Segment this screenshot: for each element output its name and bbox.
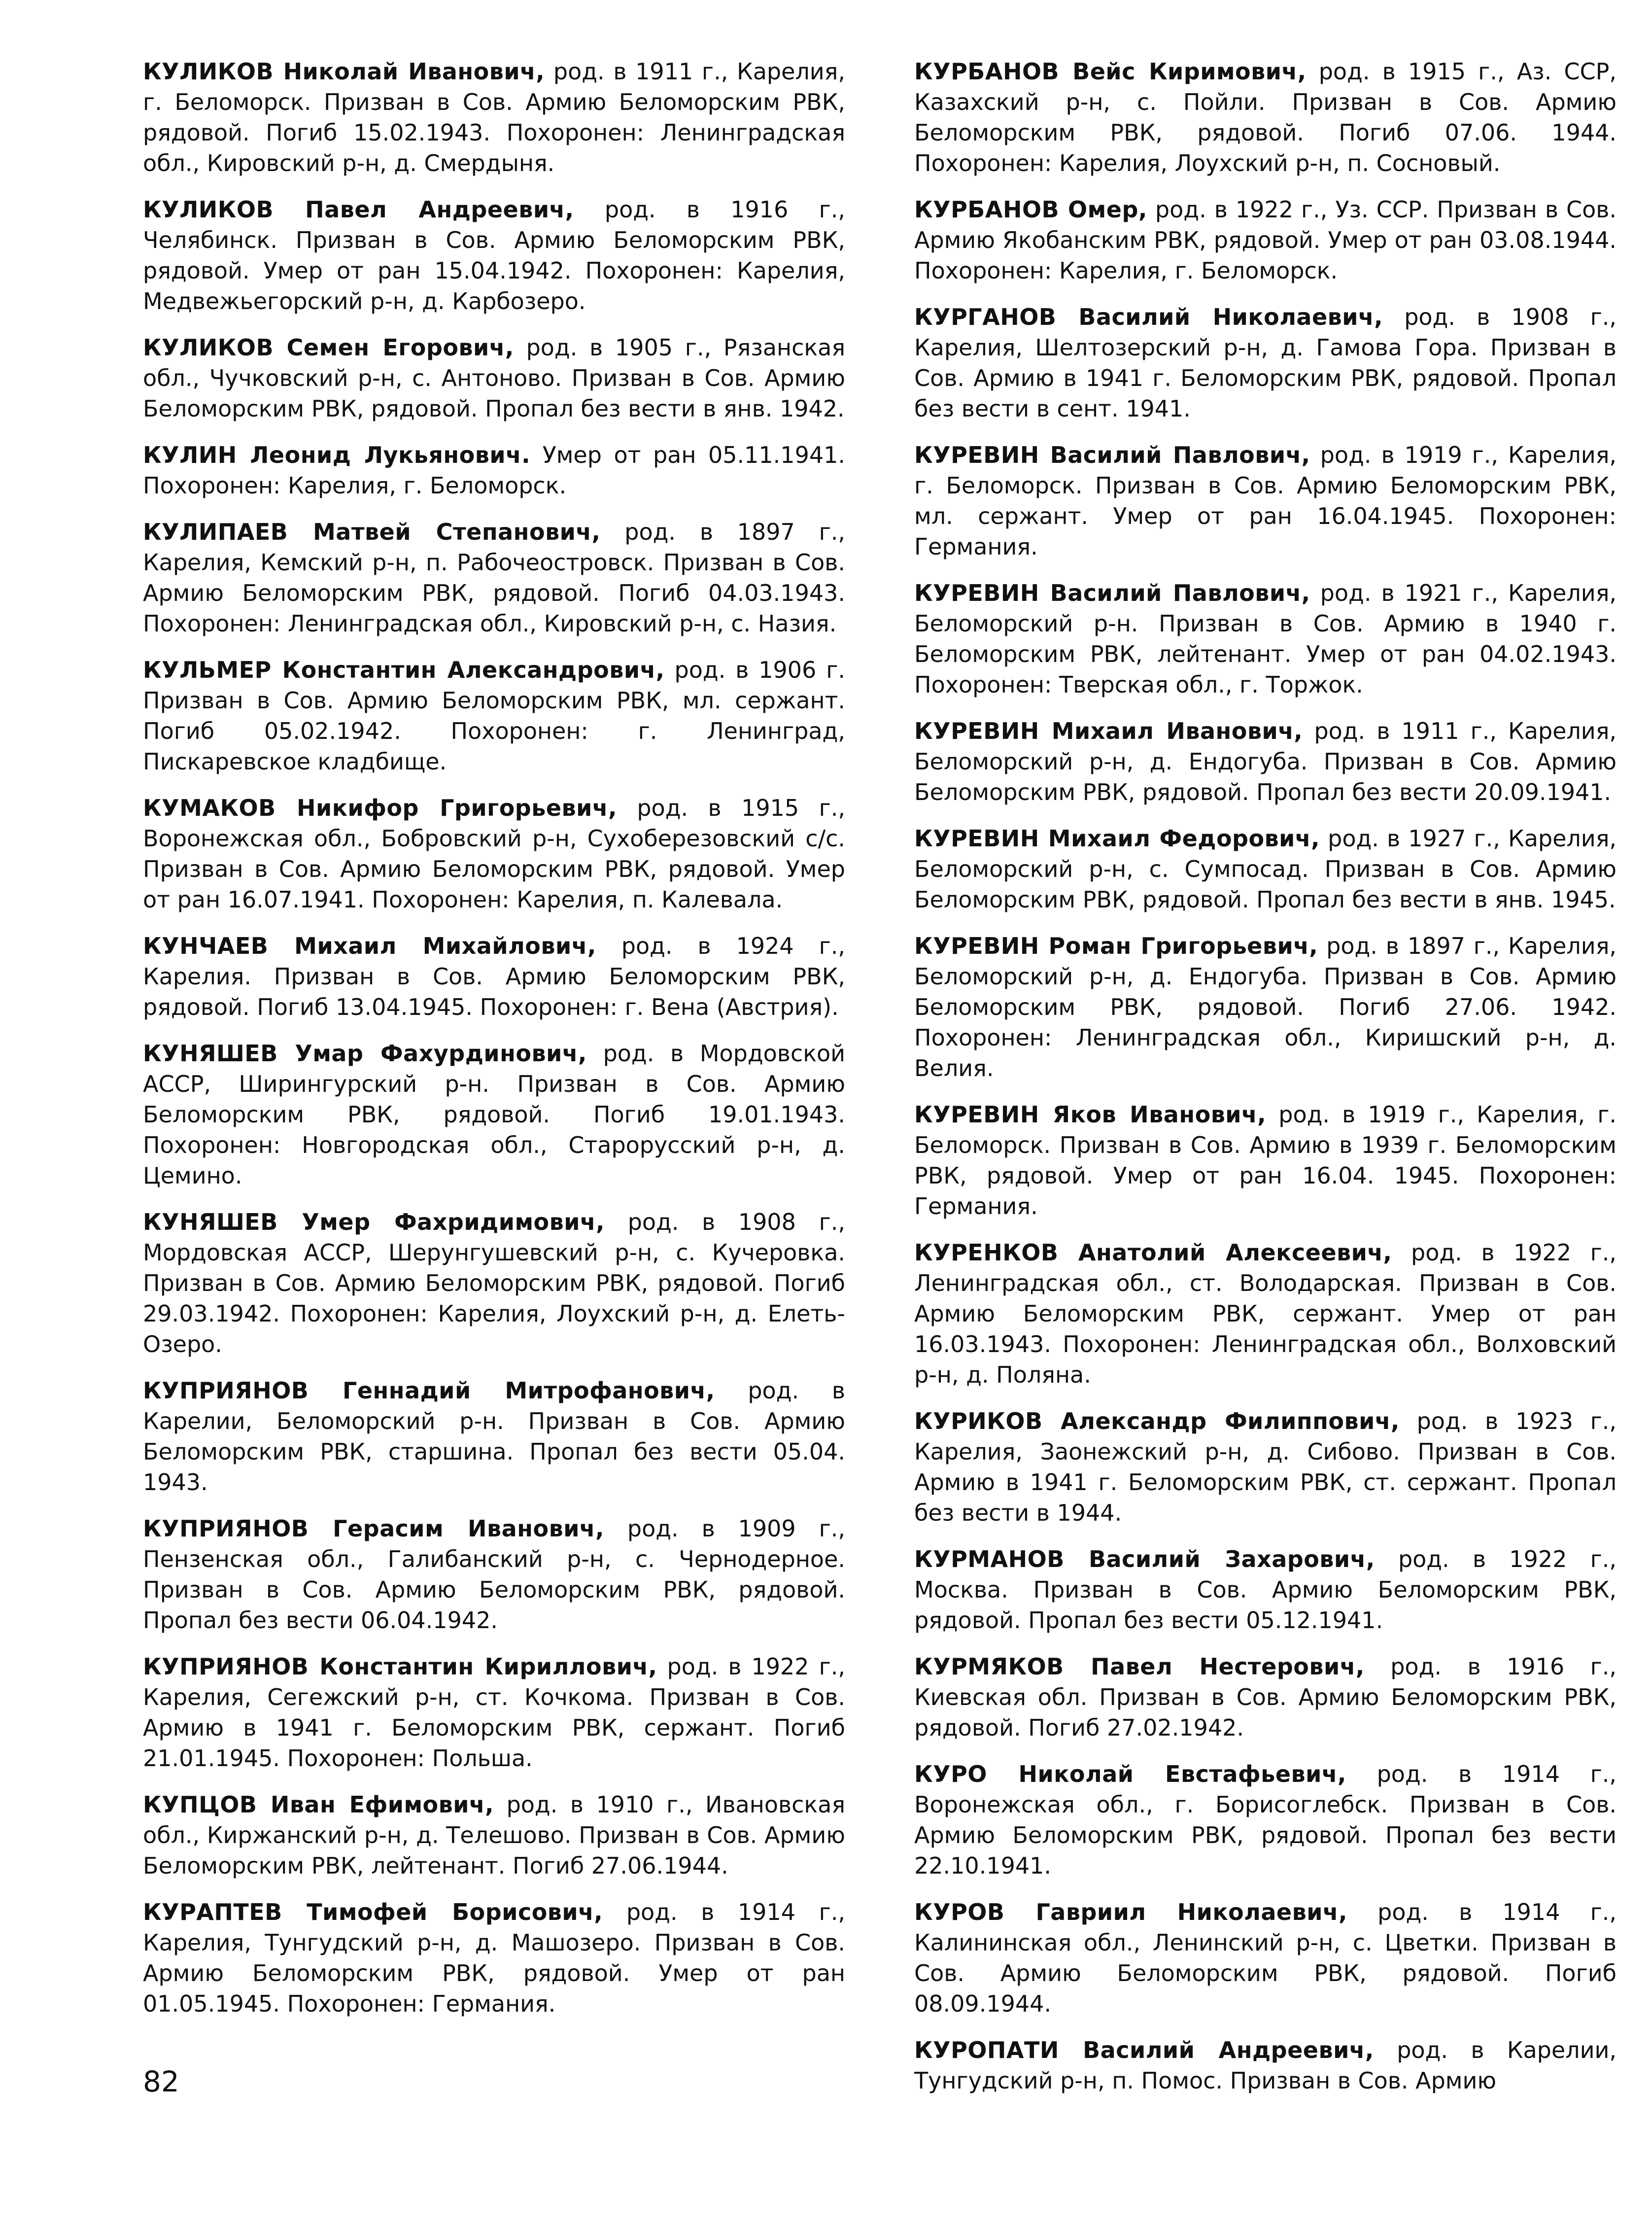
- entry-text: род. в 1914 г., Карелия, Тунгудский р-н, д. Машозеро. Призван в Сов. Армию Беломорским РВК, рядовой. Умер от ран 01.05.1945. Похоронен: Германия.: [143, 1899, 845, 2017]
- entry-text: род. в 1922 г., Ленинградская обл., ст. Володарская. Призван в Сов. Армию Беломорским РВК, сержант. Умер от ран 16.03.1943. Похоронен: Ленинградская обл., Волховский р-н, д. Поляна.: [914, 1239, 1617, 1388]
- biography-entry: [143, 1789, 845, 1881]
- entry-name: КУРЕВИН Михаил Иванович,: [914, 718, 1303, 744]
- left-column: [143, 56, 845, 2035]
- biography-entry: [143, 332, 845, 424]
- biography-entry: [143, 1897, 845, 2019]
- entry-name: КУРОПАТИ Василий Андреевич,: [914, 2037, 1374, 2063]
- entry-name: КУРЕВИН Василий Павлович,: [914, 442, 1310, 468]
- entry-text: род. в 1916 г., Челябинск. Призван в Сов. Армию Беломорским РВК, рядовой. Умер от ран 15.04.1942. Похоронен: Карелия, Медвежьегорский р-н, д. Карбозеро.: [143, 196, 846, 314]
- entry-name: КУРБАНОВ Омер,: [914, 196, 1147, 223]
- biography-entry: [143, 440, 845, 501]
- biography-entry: [143, 1513, 845, 1636]
- entry-text: род. в 1915 г., Воронежская обл., Бобровский р-н, Сухоберезовский с/с. Призван в Сов. Армию Беломорским РВК, рядовой. Умер от ран 16.07.1941. Похоронен: Карелия, п. Калевала.: [143, 795, 845, 913]
- entry-name: КУРЕВИН Михаил Федорович,: [914, 825, 1320, 852]
- right-column: [914, 56, 1617, 2112]
- biography-entry: [143, 56, 845, 178]
- entry-name: КУРИКОВ Александр Филиппович,: [914, 1408, 1400, 1434]
- entry-text: род. в 1921 г., Карелия, Беломорский р-н. Призван в Сов. Армию в 1940 г. Беломорским РВК, лейтенант. Умер от ран 04.02.1943. Похоронен: Тверская обл., г. Торжок.: [914, 580, 1617, 698]
- biography-entry: [914, 823, 1617, 915]
- biography-entry: [914, 1237, 1617, 1390]
- entry-text: род. в 1922 г., Москва. Призван в Сов. Армию Беломорским РВК, рядовой. Пропал без вести 05.12.1941.: [914, 1546, 1617, 1634]
- biography-entry: [914, 1651, 1617, 1743]
- entry-name: КУРЕВИН Роман Григорьевич,: [914, 933, 1318, 959]
- biography-entry: [914, 1099, 1617, 1221]
- entry-name: КУРЕВИН Яков Иванович,: [914, 1101, 1267, 1128]
- entry-text: род. в 1909 г., Пензенская обл., Галибанский р-н, с. Чернодерное. Призван в Сов. Армию Беломорским РВК, рядовой. Пропал без вести 06.04.1942.: [143, 1515, 845, 1634]
- entry-name: КУРАПТЕВ Тимофей Борисович,: [143, 1899, 603, 1925]
- biography-entry: [914, 2035, 1617, 2096]
- biography-entry: [143, 931, 845, 1022]
- entry-name: КУЛИН Леонид Лукьянович.: [143, 442, 531, 468]
- entry-text: род. в 1924 г., Карелия. Призван в Сов. Армию Беломорским РВК, рядовой. Погиб 13.04.1945. Похоронен: г. Вена (Австрия).: [143, 933, 846, 1020]
- entry-text: род. в 1914 г., Воронежская обл., г. Борисоглебск. Призван в Сов. Армию Беломорским РВК, рядовой. Пропал без вести 22.10.1941.: [914, 1761, 1617, 1879]
- biography-entry: [914, 716, 1617, 807]
- entry-name: КУПРИЯНОВ Герасим Иванович,: [143, 1515, 604, 1542]
- entry-name: КУНЯШЕВ Умар Фахурдинович,: [143, 1040, 587, 1067]
- entry-text: род. в 1911 г., Карелия, г. Беломорск. Призван в Сов. Армию Беломорским РВК, рядовой. Погиб 15.02.1943. Похоронен: Ленинградская обл., Кировский р-н, д. Смердыня.: [143, 58, 845, 176]
- entry-text: род. в 1919 г., Карелия, г. Беломорск. Призван в Сов. Армию Беломорским РВК, мл. сержант. Умер от ран 16.04.1945. Похоронен: Германия.: [914, 442, 1617, 560]
- entry-text: род. в 1905 г., Рязанская обл., Чучковский р-н, с. Антоново. Призван в Сов. Армию Беломорским РВК, рядовой. Пропал без вести в янв. 1942.: [143, 334, 846, 422]
- biography-entry: [143, 517, 845, 639]
- entry-text: род. в 1911 г., Карелия, Беломорский р-н, д. Ендогуба. Призван в Сов. Армию Беломорским РВК, рядовой. Пропал без вести 20.09.1941.: [914, 718, 1617, 805]
- biography-entry: [143, 1207, 845, 1359]
- biography-entry: [143, 793, 845, 915]
- entry-text: род. в 1908 г., Карелия, Шелтозерский р-н, д. Гамова Гора. Призван в Сов. Армию в 1941 г. Беломорским РВК, рядовой. Пропал без вести в сент. 1941.: [914, 304, 1617, 422]
- entry-name: КУЛИПАЕВ Матвей Степанович,: [143, 519, 601, 545]
- entry-text: род. в 1897 г., Карелия, Беломорский р-н, д. Ендогуба. Призван в Сов. Армию Беломорским РВК, рядовой. Погиб 27.06. 1942. Похоронен: Ленинградская обл., Киришский р-н, д. Велия.: [914, 933, 1617, 1081]
- entry-text: род. в 1914 г., Калининская обл., Ленинский р-н, с. Цветки. Призван в Сов. Армию Беломорским РВК, рядовой. Погиб 08.09.1944.: [914, 1899, 1617, 2017]
- entry-text: род. в 1919 г., Карелия, г. Беломорск. Призван в Сов. Армию в 1939 г. Беломорским РВК, рядовой. Умер от ран 16.04. 1945. Похоронен: Германия.: [914, 1101, 1617, 1219]
- entry-text: род. в 1897 г., Карелия, Кемский р-н, п. Рабочеостровск. Призван в Сов. Армию Беломорским РВК, рядовой. Погиб 04.03.1943. Похоронен: Ленинградская обл., Кировский р-н, с. Назия.: [143, 519, 845, 637]
- page-number: 82: [143, 2065, 179, 2098]
- entry-text: род. в 1908 г., Мордовская АССР, Шерунгушевский р-н, с. Кучеровка. Призван в Сов. Армию Беломорским РВК, рядовой. Погиб 29.03.1942. Похоронен: Карелия, Лоухский р-н, д. Елеть-Озеро.: [143, 1209, 846, 1358]
- entry-text: род. в 1906 г. Призван в Сов. Армию Беломорским РВК, мл. сержант. Погиб 05.02.1942. Похоронен: г. Ленинград, Пискаревское кладбище.: [143, 657, 845, 775]
- entry-name: КУРОВ Гавриил Николаевич,: [914, 1899, 1347, 1925]
- entry-name: КУПРИЯНОВ Константин Кириллович,: [143, 1653, 657, 1680]
- biography-entry: [914, 56, 1617, 178]
- entry-text: род. в 1915 г., Аз. ССР, Казахский р-н, с. Пойли. Призван в Сов. Армию Беломорским РВК, рядовой. Погиб 07.06. 1944. Похоронен: Карелия, Лоухский р-н, п. Сосновый.: [914, 58, 1617, 176]
- entry-name: КУЛИКОВ Павел Андреевич,: [143, 196, 574, 223]
- entry-name: КУЛИКОВ Николай Иванович,: [143, 58, 545, 85]
- entry-name: КУРМЯКОВ Павел Нестерович,: [914, 1653, 1365, 1680]
- entry-name: КУПРИЯНОВ Геннадий Митрофанович,: [143, 1377, 715, 1404]
- entry-text: Умер от ран 05.11.1941. Похоронен: Карелия, г. Беломорск.: [143, 442, 845, 499]
- entry-name: КУРО Николай Евстафьевич,: [914, 1761, 1346, 1787]
- entry-text: род. в 1922 г., Карелия, Сегежский р-н, ст. Кочкома. Призван в Сов. Армию в 1941 г. Беломорским РВК, сержант. Погиб 21.01.1945. Похоронен: Польша.: [143, 1653, 846, 1772]
- entry-name: КУРЕВИН Василий Павлович,: [914, 580, 1310, 606]
- entry-name: КУНЧАЕВ Михаил Михайлович,: [143, 933, 596, 959]
- entry-name: КУМАКОВ Никифор Григорьевич,: [143, 795, 617, 821]
- biography-entry: [914, 1544, 1617, 1636]
- entry-name: КУЛИКОВ Семен Егорович,: [143, 334, 514, 361]
- biography-entry: [914, 931, 1617, 1083]
- biography-entry: [143, 1651, 845, 1774]
- entry-name: КУРБАНОВ Вейс Киримович,: [914, 58, 1307, 85]
- entry-text: род. в 1916 г., Киевская обл. Призван в Сов. Армию Беломорским РВК, рядовой. Погиб 27.02.1942.: [914, 1653, 1617, 1741]
- entry-text: род. в 1927 г., Карелия, Беломорский р-н, с. Сумпосад. Призван в Сов. Армию Беломорским РВК, рядовой. Пропал без вести в янв. 1945.: [914, 825, 1617, 913]
- entry-name: КУРМАНОВ Василий Захарович,: [914, 1546, 1375, 1572]
- biography-entry: [143, 655, 845, 777]
- entry-text: род. в Мордовской АССР, Ширингурский р-н. Призван в Сов. Армию Беломорским РВК, рядовой. Погиб 19.01.1943. Похоронен: Новгородская обл., Старорусский р-н, д. Цемино.: [143, 1040, 846, 1189]
- biography-entry: [914, 194, 1617, 286]
- biography-entry: [143, 1375, 845, 1497]
- entry-text: род. в 1922 г., Уз. ССР. Призван в Сов. Армию Якобанским РВК, рядовой. Умер от ран 03.08.1944. Похоронен: Карелия, г. Беломорск.: [914, 196, 1617, 284]
- biography-entry: [914, 440, 1617, 562]
- biography-entry: [914, 1897, 1617, 2019]
- entry-text: род. в Карелии, Беломорский р-н. Призван в Сов. Армию Беломорским РВК, старшина. Пропал без вести 05.04. 1943.: [143, 1377, 846, 1496]
- entry-text: род. в 1910 г., Ивановская обл., Киржанский р-н, д. Телешово. Призван в Сов. Армию Беломорским РВК, лейтенант. Погиб 27.06.1944.: [143, 1791, 846, 1879]
- entry-name: КУРГАНОВ Василий Николаевич,: [914, 304, 1383, 330]
- biography-entry: [143, 194, 845, 316]
- entry-name: КУРЕНКОВ Анатолий Алексеевич,: [914, 1239, 1392, 1266]
- biography-entry: [914, 302, 1617, 424]
- biography-entry: [914, 1759, 1617, 1881]
- entry-name: КУПЦОВ Иван Ефимович,: [143, 1791, 494, 1818]
- biography-entry: [143, 1038, 845, 1191]
- entry-text: род. в Карелии, Тунгудский р-н, п. Помос. Призван в Сов. Армию: [914, 2037, 1617, 2094]
- entry-name: КУНЯШЕВ Умер Фахридимович,: [143, 1209, 605, 1235]
- entry-name: КУЛЬМЕР Константин Александрович,: [143, 657, 665, 683]
- biography-entry: [914, 578, 1617, 700]
- biography-entry: [914, 1406, 1617, 1528]
- entry-text: род. в 1923 г., Карелия, Заонежский р-н, д. Сибово. Призван в Сов. Армию в 1941 г. Беломорским РВК, ст. сержант. Пропал без вести в 1944.: [914, 1408, 1617, 1526]
